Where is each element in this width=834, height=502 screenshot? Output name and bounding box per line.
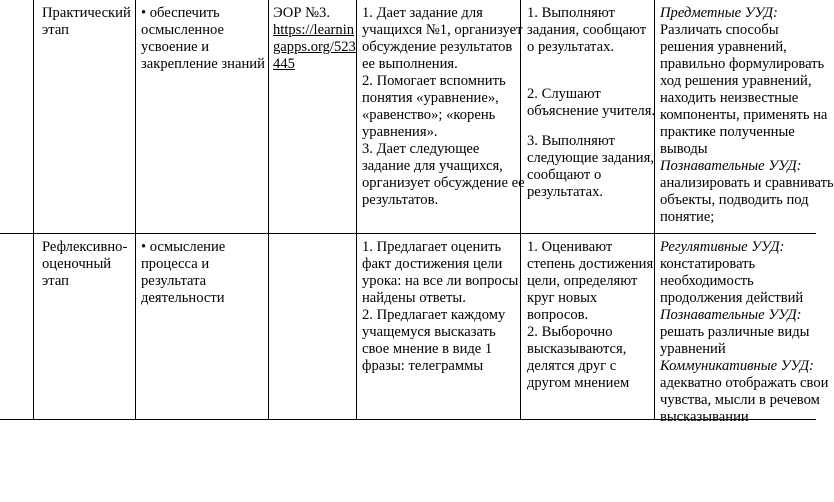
- column-divider: [654, 0, 655, 420]
- uud-heading: Предметные УУД:: [660, 5, 778, 21]
- column-divider: [520, 0, 521, 420]
- uud-line: решать различные виды: [660, 324, 810, 340]
- uud-line: решения уравнений,: [660, 39, 787, 55]
- teacher-line: уравнения».: [362, 124, 438, 140]
- student-line: 1. Оценивают: [527, 239, 613, 255]
- uud-line: высказывании: [660, 409, 749, 425]
- teacher-line: организует обсуждение ее: [362, 175, 525, 191]
- uud-line: правильно формулировать: [660, 56, 825, 72]
- goal-line: закрепление знаний: [141, 56, 265, 72]
- resource-link[interactable]: https://learnin: [273, 22, 355, 38]
- uud-line: уравнений: [660, 341, 726, 357]
- uud-line: анализировать и сравнивать: [660, 175, 834, 191]
- student-line: следующие задания,: [527, 150, 654, 166]
- teacher-activity-cell: [362, 239, 519, 375]
- student-line: о результатах.: [527, 39, 615, 55]
- student-line: цели, определяют: [527, 273, 638, 289]
- teacher-line: 2. Помогает вспомнить: [362, 73, 506, 89]
- student-line: объяснение учителя.: [527, 103, 656, 119]
- student-line: 3. Выполняют: [527, 133, 615, 149]
- goal-line: • осмысление: [141, 239, 226, 255]
- resource-link[interactable]: 445: [273, 56, 295, 72]
- column-divider: [33, 0, 34, 420]
- uud-line: констатировать: [660, 256, 756, 272]
- teacher-line: 1. Дает задание для: [362, 5, 483, 21]
- teacher-line: найдены ответы.: [362, 290, 466, 306]
- teacher-line: фразы: телеграммы: [362, 358, 484, 374]
- student-activity-cell: [527, 133, 653, 201]
- student-line: задания, сообщают: [527, 22, 647, 38]
- teacher-line: 2. Предлагает каждому: [362, 307, 506, 323]
- teacher-line: учащихся №1, организует: [362, 22, 523, 38]
- stage-cell: [42, 5, 134, 39]
- student-activity-cell: [527, 86, 656, 120]
- uud-heading: Коммуникативные УУД:: [660, 358, 814, 374]
- student-line: 2. Слушают: [527, 86, 601, 102]
- column-divider: [268, 0, 269, 420]
- uud-line: объекты, подводить под: [660, 192, 809, 208]
- uud-line: Различать способы: [660, 22, 779, 38]
- student-line: делятся друг с: [527, 358, 617, 374]
- teacher-line: обсуждение результатов: [362, 39, 513, 55]
- goal-line: деятельности: [141, 290, 225, 306]
- teacher-line: урока: на все ли вопросы: [362, 273, 519, 289]
- student-line: другом мнением: [527, 375, 630, 391]
- teacher-line: учащемуся высказать: [362, 324, 496, 340]
- goal-line: процесса и: [141, 256, 210, 272]
- teacher-line: факт достижения цели: [362, 256, 503, 272]
- uud-line: выводы: [660, 141, 708, 157]
- goal-line: усвоение и: [141, 39, 210, 55]
- teacher-line: понятия «уравнение»,: [362, 90, 499, 106]
- stage-line: Практический: [42, 5, 131, 21]
- stage-line: этап: [42, 273, 69, 289]
- goal-line: осмысленное: [141, 22, 224, 38]
- uud-line: чувства, мысли в речевом: [660, 392, 820, 408]
- student-line: результатах.: [527, 184, 604, 200]
- student-line: степень достижения: [527, 256, 654, 272]
- uud-cell: [660, 239, 829, 426]
- goal-line: • обеспечить: [141, 5, 220, 21]
- teacher-line: результатов.: [362, 192, 439, 208]
- student-line: сообщают о: [527, 167, 602, 183]
- student-line: круг новых: [527, 290, 598, 306]
- row-divider: [0, 233, 816, 234]
- student-line: вопросов.: [527, 307, 589, 323]
- goal-cell: [141, 5, 267, 73]
- student-line: высказываются,: [527, 341, 627, 357]
- uud-line: практике полученные: [660, 124, 795, 140]
- student-activity-cell: [527, 5, 653, 56]
- column-divider: [356, 0, 357, 420]
- resource-label: ЭОР №3.: [273, 5, 330, 21]
- resource-link[interactable]: gapps.org/523: [273, 39, 356, 55]
- student-line: 2. Выборочно: [527, 324, 613, 340]
- uud-line: адекватно отображать свои: [660, 375, 829, 391]
- uud-line: находить неизвестные: [660, 90, 799, 106]
- stage-line: этап: [42, 22, 69, 38]
- uud-line: необходимость: [660, 273, 754, 289]
- teacher-line: «равенство»; «корень: [362, 107, 496, 123]
- stage-cell: [42, 239, 134, 290]
- uud-cell: [660, 5, 834, 226]
- teacher-line: 1. Предлагает оценить: [362, 239, 502, 255]
- teacher-line: ее выполнения.: [362, 56, 458, 72]
- uud-line: понятие;: [660, 209, 715, 225]
- uud-line: продолжения действий: [660, 290, 804, 306]
- teacher-line: свое мнение в виде 1: [362, 341, 493, 357]
- teacher-line: 3. Дает следующее: [362, 141, 480, 157]
- uud-heading: Регулятивные УУД:: [660, 239, 785, 255]
- stage-line: Рефлексивно-: [42, 239, 128, 255]
- uud-line: ход решения уравнений,: [660, 73, 812, 89]
- uud-line: компоненты, применять на: [660, 107, 828, 123]
- column-divider: [135, 0, 136, 420]
- uud-heading: Познавательные УУД:: [660, 307, 802, 323]
- student-activity-cell: [527, 239, 653, 392]
- student-line: 1. Выполняют: [527, 5, 615, 21]
- teacher-line: задание для учащихся,: [362, 158, 503, 174]
- resource-cell: [273, 5, 355, 73]
- teacher-activity-cell: [362, 5, 525, 209]
- goal-cell: [141, 239, 267, 307]
- goal-line: результата: [141, 273, 207, 289]
- stage-line: оценочный: [42, 256, 112, 272]
- uud-heading: Познавательные УУД:: [660, 158, 802, 174]
